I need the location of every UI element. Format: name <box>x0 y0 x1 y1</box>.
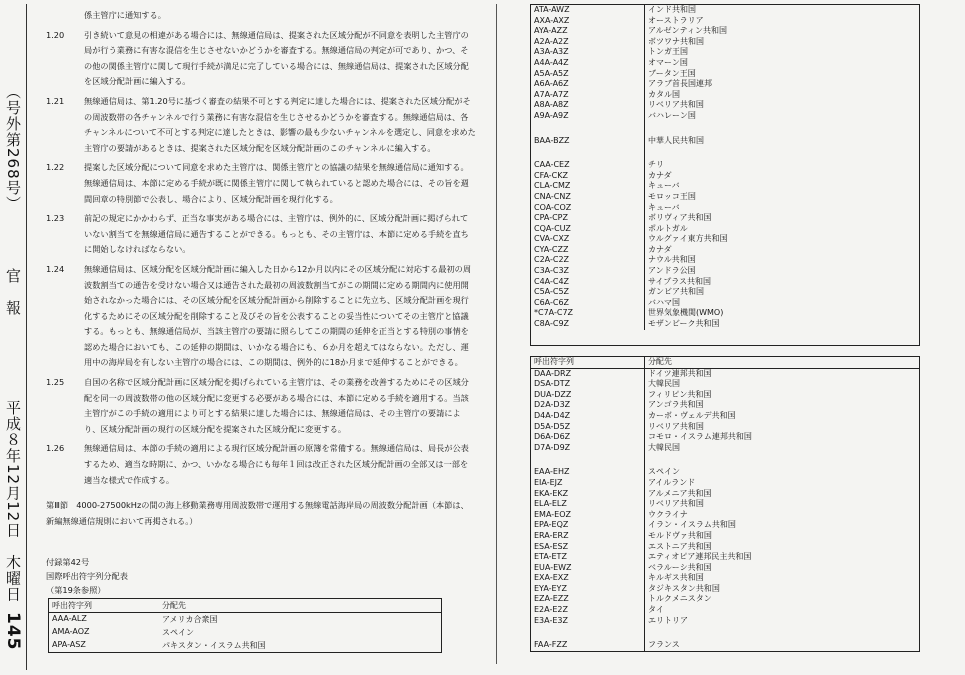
callsign-range: A6A-A6Z <box>534 79 569 89</box>
callsign-table-lower <box>530 356 920 652</box>
table-row <box>531 26 919 37</box>
page-number: 145 <box>3 612 23 651</box>
table-row <box>531 520 919 531</box>
allocated-country: バハマ国 <box>644 298 919 309</box>
table-row <box>531 181 919 192</box>
table-row <box>531 192 919 203</box>
allocated-country: スペイン <box>162 628 194 637</box>
section-three-heading: 第Ⅲ節 4000-27500kHzの間の海上移動業務専用周波数帯で運用する無線電話海岸局の周波数分配計画（本節は、新編無線通信規則において再掲される。） <box>46 500 469 526</box>
table-row <box>531 100 919 111</box>
table-spacer <box>531 453 919 467</box>
callsign-range: ELA-ELZ <box>534 499 567 509</box>
callsign-table-left <box>48 598 442 653</box>
table-row <box>49 626 441 639</box>
allocated-country: インド共和国 <box>644 5 919 16</box>
spacer-cell <box>644 626 919 640</box>
right-column <box>530 4 920 652</box>
table-spacer <box>531 122 919 136</box>
table-row <box>531 111 919 122</box>
allocated-country: アイルランド <box>644 478 919 489</box>
callsign-range: CQA-CUZ <box>534 223 571 233</box>
table-row <box>531 160 919 171</box>
allocated-country: ベラルーシ共和国 <box>644 563 919 574</box>
callsign-range: A3A-A3Z <box>534 47 569 57</box>
issue-date: 平成８年12月12日 木曜日 <box>4 400 22 603</box>
callsign-range: EZA-EZZ <box>534 594 569 604</box>
table-row <box>531 616 919 627</box>
callsign-range: C6A-C6Z <box>534 297 570 307</box>
callsign-range: D7A-D9Z <box>534 442 571 452</box>
allocated-country: エストニア共和国 <box>644 542 919 553</box>
allocated-country: スペイン <box>644 467 919 478</box>
allocated-country: フランス <box>644 640 919 651</box>
table-row <box>531 573 919 584</box>
allocated-country: アラブ首長国連邦 <box>644 79 919 90</box>
callsign-range: D5A-D5Z <box>534 421 571 431</box>
paragraph-text: 前記の規定にかかわらず、正当な事実がある場合には、主管庁は、例外的に、区域分配計画に掲げられていない割当てを無線通信局に通告することができる。もっとも、その主管庁は、本節に定める手続を直ちに開始しなければならない。 <box>84 213 469 255</box>
allocated-country: オマーン国 <box>644 58 919 69</box>
table-row <box>531 5 919 16</box>
table-row <box>531 605 919 616</box>
callsign-range: C2A-C2Z <box>534 255 570 265</box>
paragraph-text: 引き続いて意見の相違がある場合には、無線通信局は、提案された区域分配が不同意を表明した主管庁の局が行う業務に有害な混信を生じさせないかどうかを審査する。無線通信局の判定が可であり、かつ、その他の関係主管庁に関して現行手続が満足に完了している場合には、無線通信局は、提案された区域分配を区域分配計画に編入する。 <box>84 29 469 87</box>
callsign-range: D4A-D4Z <box>534 410 571 420</box>
callsign-range: EKA-EKZ <box>534 488 569 498</box>
callsign-range: EAA-EHZ <box>534 467 570 477</box>
allocated-country: ナウル共和国 <box>644 255 919 266</box>
callsign-range: A5A-A5Z <box>534 68 569 78</box>
allocated-country: コモロ・イスラム連邦共和国 <box>644 432 919 443</box>
callsign-range: A9A-A9Z <box>534 110 569 120</box>
spacer-cell <box>531 146 644 160</box>
paragraph <box>46 211 476 258</box>
callsign-range: AAA-ALZ <box>52 614 87 623</box>
header-callsign: 呼出符字列 <box>52 601 92 610</box>
table-row <box>531 234 919 245</box>
allocated-country: モロッコ王国 <box>644 192 919 203</box>
table-row <box>531 203 919 214</box>
callsign-range: ATA-AWZ <box>534 5 570 14</box>
allocated-country: アンゴラ共和国 <box>644 400 919 411</box>
paragraph-number: 1.24 <box>46 263 65 274</box>
callsign-range: CPA-CPZ <box>534 213 568 223</box>
table-row <box>49 613 441 626</box>
table-row <box>531 499 919 510</box>
allocated-country: フィリピン共和国 <box>644 390 919 401</box>
allocated-country: カナダ <box>644 245 919 256</box>
table-header <box>49 599 441 613</box>
allocated-country: エティオピア連邦民主共和国 <box>644 552 919 563</box>
table-row <box>531 369 919 380</box>
table-row <box>531 489 919 500</box>
allocated-country: アメリカ合衆国 <box>162 615 218 624</box>
spacer-cell <box>644 122 919 136</box>
table-row <box>531 478 919 489</box>
callsign-range: AMA-AOZ <box>52 627 90 636</box>
callsign-range: C3A-C3Z <box>534 266 570 276</box>
callsign-range: EXA-EXZ <box>534 573 569 583</box>
allocated-country: アンドラ公国 <box>644 266 919 277</box>
allocated-country: リベリア共和国 <box>644 499 919 510</box>
table-row <box>531 584 919 595</box>
spine-rule <box>26 4 27 670</box>
callsign-range: EYA-EYZ <box>534 583 567 593</box>
table-row <box>531 37 919 48</box>
spacer-cell <box>531 122 644 136</box>
allocated-country: リベリア共和国 <box>644 422 919 433</box>
page-spine <box>0 0 26 675</box>
table-row <box>531 58 919 69</box>
table-row <box>531 79 919 90</box>
callsign-range: CVA-CXZ <box>534 234 570 244</box>
paragraph <box>46 94 476 156</box>
callsign-range: A2A-A2Z <box>534 36 569 46</box>
header-callsign: 呼出符字列 <box>534 357 574 366</box>
gazette-name: 官 報 <box>4 268 22 316</box>
table-row <box>531 171 919 182</box>
header-allocation: 分配先 <box>644 357 919 368</box>
callsign-range: E3A-E3Z <box>534 615 568 625</box>
table-row <box>531 467 919 478</box>
allocated-country: パキスタン・イスラム共和国 <box>162 641 266 650</box>
table-row <box>531 245 919 256</box>
callsign-range: BAA-BZZ <box>534 135 570 145</box>
callsign-range: DUA-DZZ <box>534 389 572 399</box>
callsign-range: EMA-EOZ <box>534 509 571 519</box>
table-row <box>531 542 919 553</box>
callsign-range: EUA-EWZ <box>534 562 572 572</box>
allocated-country: アルメニア共和国 <box>644 489 919 500</box>
table-row <box>531 432 919 443</box>
callsign-range: APA-ASZ <box>52 640 86 649</box>
spacer-cell <box>531 453 644 467</box>
table-row <box>531 390 919 401</box>
table-row <box>531 266 919 277</box>
table-row <box>531 213 919 224</box>
callsign-range: CNA-CNZ <box>534 191 571 201</box>
table-row <box>531 531 919 542</box>
appendix-block <box>46 555 476 597</box>
paragraph-number: 1.25 <box>46 377 65 388</box>
table-row <box>531 16 919 27</box>
paragraph <box>46 375 476 437</box>
allocated-country: ポルトガル <box>644 224 919 235</box>
spacer-cell <box>531 626 644 640</box>
allocated-country: トルクメニスタン <box>644 594 919 605</box>
lead-line <box>46 8 476 24</box>
paragraph <box>46 262 476 371</box>
paragraph-text: 自国の名称で区域分配計画に区域分配を掲げられている主管庁は、その業務を改善するためにその区域分配を同一の周波数帯の他の区域分配に変更する必要がある場合には、本節に定める手続を適用する。当該主管庁がこの手続の適用により可とする結果に達した場合には、無線通信局は、その主管庁の要請により、区域分配計画の現行の区域分配を提案された区域分配に変更する。 <box>84 377 469 434</box>
allocated-country: カタル国 <box>644 90 919 101</box>
table-row <box>531 47 919 58</box>
appendix-subtitle: 国際呼出符字列分配表 <box>46 571 128 582</box>
paragraph-text: 無線通信局は、第1.20号に基づく審査の結果不可とする判定に達した場合には、提案された区域分配がその周波数帯の各チャンネルで行う業務に有害な混信を生じさせるかどうかを審査する。無線通信局は、各チャンネルについて不可とする判定に達したときは、影響の最も少ないチャンネルを選定し、同意を求めた主管庁の要請があるときは、提案された区域分配を区域分配計画のこのチャンネルに編入する。 <box>84 95 476 153</box>
callsign-range: CAA-CEZ <box>534 160 570 170</box>
paragraph-number: 1.21 <box>46 95 65 106</box>
allocated-country: エリトリア <box>644 616 919 627</box>
callsign-table-upper <box>530 4 920 346</box>
table-row <box>531 379 919 390</box>
table-row <box>531 90 919 101</box>
table-row <box>531 319 919 330</box>
allocated-country: ボリヴィア共和国 <box>644 213 919 224</box>
table-row <box>531 640 919 651</box>
table-row <box>531 400 919 411</box>
allocated-country: オーストラリア <box>644 16 919 27</box>
allocated-country: 世界気象機関(WMO) <box>644 308 919 319</box>
callsign-range: AYA-AZZ <box>534 26 568 36</box>
table-row <box>531 510 919 521</box>
allocated-country: ウルグァイ東方共和国 <box>644 234 919 245</box>
callsign-range: CFA-CKZ <box>534 170 568 180</box>
left-column <box>46 8 476 597</box>
allocated-country: ボツワナ共和国 <box>644 37 919 48</box>
table-row <box>531 552 919 563</box>
table-row <box>531 224 919 235</box>
allocated-country: 中華人民共和国 <box>644 136 919 147</box>
allocated-country: リベリア共和国 <box>644 100 919 111</box>
appendix-title: 付録第42号 <box>46 557 90 568</box>
callsign-range: ESA-ESZ <box>534 541 569 551</box>
callsign-range: A4A-A4Z <box>534 57 569 67</box>
allocated-country: タイ <box>644 605 919 616</box>
callsign-range: FAA-FZZ <box>534 640 568 650</box>
allocated-country: 大韓民国 <box>644 379 919 390</box>
issue-number: （号外第268号） <box>4 84 22 212</box>
allocated-country: ガンビア共和国 <box>644 287 919 298</box>
callsign-range: A7A-A7Z <box>534 89 569 99</box>
table-row <box>531 69 919 80</box>
allocated-country: タジキスタン共和国 <box>644 584 919 595</box>
spacer-cell <box>644 146 919 160</box>
allocated-country: バハレーン国 <box>644 111 919 122</box>
paragraph-text: 無線通信局は、本節の手続の適用による現行区域分配計画の原簿を常備する。無線通信局は、局長が公表するため、適当な時期に、かつ、いかなる場合にも毎年１回は改正された区域分配計画の全部又は一部を適当な様式で作成する。 <box>84 443 469 485</box>
table-header <box>531 357 919 369</box>
table-row <box>531 411 919 422</box>
allocated-country: イラン・イスラム共和国 <box>644 520 919 531</box>
callsign-range: E2A-E2Z <box>534 605 568 615</box>
table-spacer <box>531 146 919 160</box>
table-row <box>531 443 919 454</box>
callsign-range: DSA-DTZ <box>534 379 571 389</box>
table-row <box>531 136 919 147</box>
callsign-range: DAA-DRZ <box>534 368 572 378</box>
callsign-range: CYA-CZZ <box>534 244 569 254</box>
allocated-country: キルギス共和国 <box>644 573 919 584</box>
callsign-range: A8A-A8Z <box>534 100 569 110</box>
callsign-range: AXA-AXZ <box>534 15 570 25</box>
allocated-country: ブータン王国 <box>644 69 919 80</box>
callsign-range: EIA-EJZ <box>534 477 563 487</box>
allocated-country: キューバ <box>644 203 919 214</box>
header-allocation: 分配先 <box>162 601 186 610</box>
allocated-country: アルゼンティン共和国 <box>644 26 919 37</box>
allocated-country: モルドヴァ共和国 <box>644 531 919 542</box>
table-row <box>49 639 441 652</box>
callsign-range: D6A-D6Z <box>534 432 571 442</box>
paragraph <box>46 28 476 90</box>
allocated-country: チリ <box>644 160 919 171</box>
paragraph-text: 無線通信局は、区域分配を区域分配計画に編入した日から12か月以内にその区域分配に対応する最初の周波数割当ての通告を受けない場合又は通告された最初の周波数割当てがこの期間に定める期間内に使用開始されなかった場合には、その区域分配を区域分配計画から削除することに先立ち、区域分配計画を現行化するためにその区域分配を削除すること及びその旨を公表することの妥当性についてその主管庁と協議する。もっとも、無線通信局が、当該主管庁の要請に照らしてこの期間の延伸を正当とする特別の事情を認めた場合においても、この延伸の期間は、いかなる場合にも、６か月を超えてはならない。ただし、運用中の海岸局を有しない主管庁の場合には、この期間は、例外的に18か月まで延伸することができる。 <box>84 263 472 368</box>
paragraph-text: 提案した区域分配について同意を求めた主管庁は、関係主管庁との協議の結果を無線通信局に通知する。無線通信局は、本節に定める手続が既に関係主管庁に関して執られていると認めた場合には、その旨を週間回章の特別節で公表し、場合により、区域分配計画を現行化する。 <box>84 162 469 204</box>
allocated-country: トンガ王国 <box>644 47 919 58</box>
allocated-country: ドイツ連邦共和国 <box>644 369 919 380</box>
lead-line-text: 係主管庁に通知する。 <box>84 10 166 20</box>
paragraph <box>46 441 476 488</box>
callsign-range: COA-COZ <box>534 202 572 212</box>
allocated-country: 大韓民国 <box>644 443 919 454</box>
callsign-range: ETA-ETZ <box>534 552 567 562</box>
table-row <box>531 308 919 319</box>
callsign-range: C8A-C9Z <box>534 319 570 329</box>
allocated-country: サイプラス共和国 <box>644 277 919 288</box>
spacer-cell <box>644 453 919 467</box>
paragraph-number: 1.22 <box>46 162 65 173</box>
allocated-country: キューバ <box>644 181 919 192</box>
paragraph-list <box>46 28 476 489</box>
paragraph-number: 1.20 <box>46 29 65 40</box>
callsign-range: CLA-CMZ <box>534 181 571 191</box>
allocated-country: カナダ <box>644 171 919 182</box>
table-row <box>531 563 919 574</box>
table-row <box>531 255 919 266</box>
paragraph-number: 1.23 <box>46 213 65 224</box>
callsign-range: C4A-C4Z <box>534 276 570 286</box>
allocated-country: カーボ・ヴェルデ共和国 <box>644 411 919 422</box>
paragraph <box>46 160 476 207</box>
table-row <box>531 298 919 309</box>
callsign-range: EPA-EQZ <box>534 520 569 530</box>
table-body <box>49 613 441 652</box>
allocated-country: ウクライナ <box>644 510 919 521</box>
callsign-range: *C7A-C7Z <box>534 308 574 318</box>
callsign-range: ERA-ERZ <box>534 530 569 540</box>
callsign-range: D2A-D3Z <box>534 400 571 410</box>
appendix-reference: （第19条参照） <box>46 585 106 596</box>
allocated-country: モザンビーク共和国 <box>644 319 919 330</box>
page-divider <box>496 4 497 664</box>
table-row <box>531 287 919 298</box>
paragraph-number: 1.26 <box>46 443 65 454</box>
table-row <box>531 422 919 433</box>
table-spacer <box>531 626 919 640</box>
callsign-range: C5A-C5Z <box>534 287 570 297</box>
table-row <box>531 594 919 605</box>
table-row <box>531 277 919 288</box>
